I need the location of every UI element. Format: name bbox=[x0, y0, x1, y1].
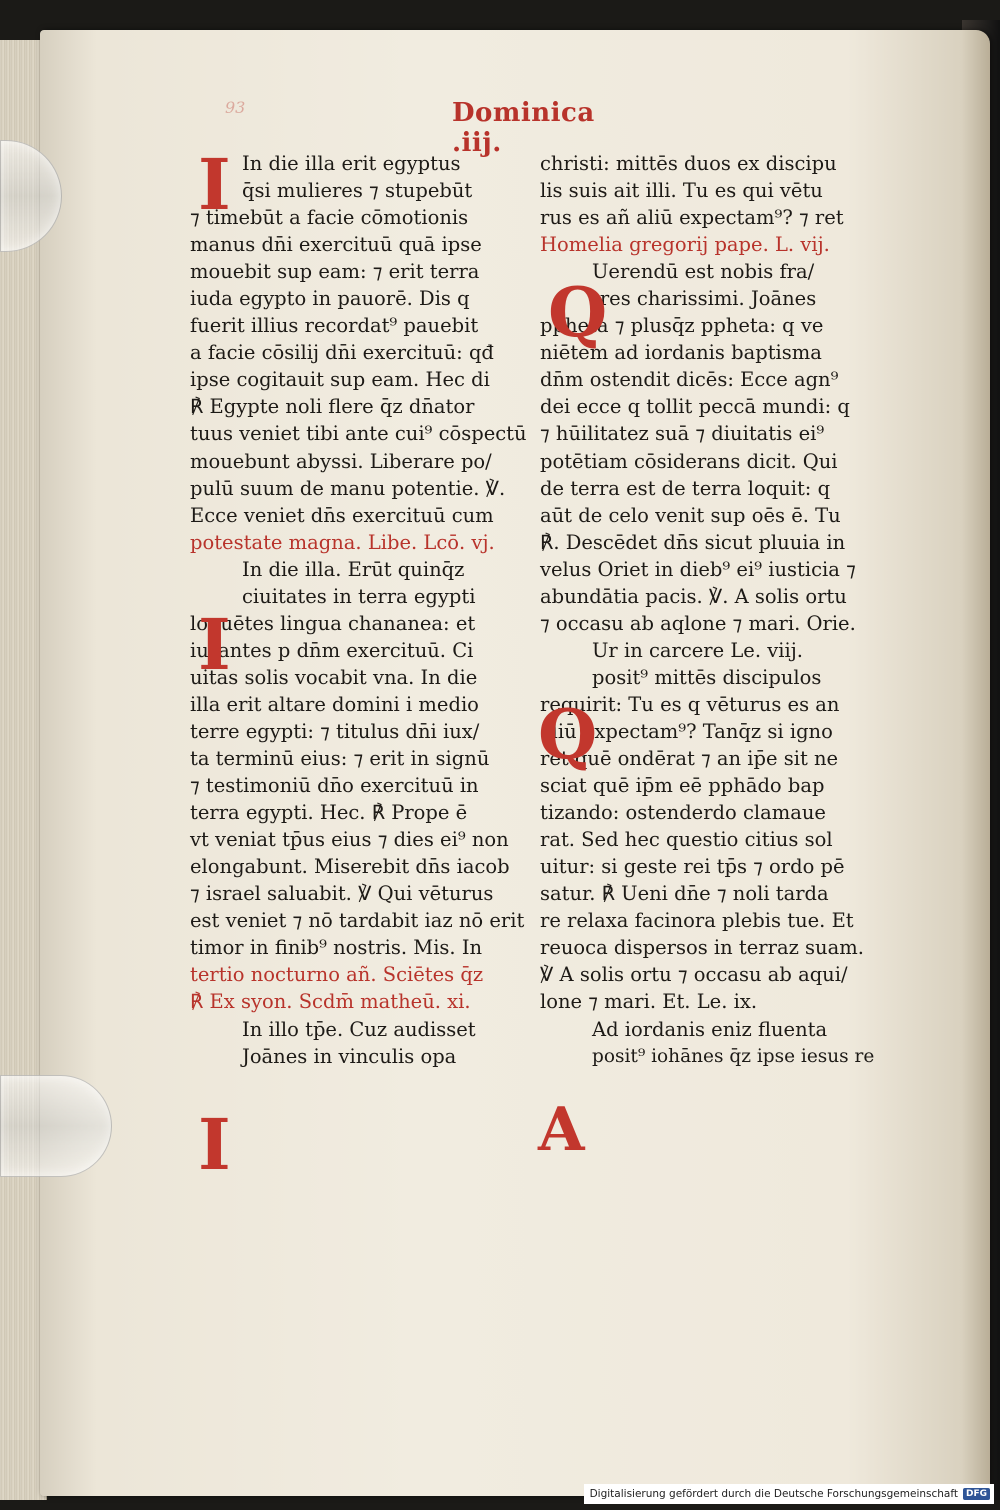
text-line: Ecce veniet dn̄s exercituū cum bbox=[190, 503, 494, 527]
footer-credit: Digitalisierung gefördert durch die Deutsche Forschungsgemeinschaft bbox=[589, 1488, 958, 1500]
text-line: In illo tp̄e. Cuz audisset bbox=[242, 1017, 476, 1041]
text-line: potestate magna. Libe. Lcō. vj. bbox=[190, 530, 495, 554]
text-line: elongabunt. Miserebit dn̄s iacob bbox=[190, 855, 510, 879]
text-line: ⁊ testimoniū dn̄o exercituū in bbox=[190, 774, 479, 798]
text-line: illa erit altare domini i medio bbox=[190, 692, 479, 716]
text-line: ppheta ⁊ plusq̄z ppheta: q ve bbox=[540, 314, 824, 338]
marginal-number: 93 bbox=[225, 98, 246, 117]
text-line: ⁊ timebūt a facie cōmotionis bbox=[190, 206, 469, 230]
text-line: iurantes p dn̄m exercituū. Ci bbox=[190, 638, 474, 662]
drop-initial-q-2: Q bbox=[538, 695, 598, 775]
left-column bbox=[190, 143, 536, 1070]
drop-initial-a: A bbox=[538, 1095, 585, 1165]
text-line: ⁊ israel saluabit. ℣ Qui vēturus bbox=[190, 882, 494, 906]
drop-initial-i: I bbox=[198, 143, 231, 226]
drop-initial-q: Q bbox=[548, 273, 608, 353]
text-line: ℣ A solis ortu ⁊ occasu ab aqui/ bbox=[540, 963, 848, 987]
text-line: mouebit sup eam: ⁊ erit terra bbox=[190, 260, 480, 284]
text-line: velus Oriet in dieb⁹ ei⁹ iusticia ⁊ bbox=[540, 557, 856, 581]
text-line: loquētes lingua chananea: et bbox=[190, 611, 476, 635]
text-line: iuda egypto in pauorē. Dis q bbox=[190, 287, 470, 311]
text-line: dei ecce q tollit peccā mundi: q bbox=[540, 395, 850, 419]
dfg-logo: DFG bbox=[963, 1488, 990, 1500]
text-line: ℟ Ex syon. Scdm̄ matheū. xi. bbox=[190, 990, 471, 1014]
drop-initial-i-2: I bbox=[198, 603, 231, 686]
digitization-footer bbox=[584, 1484, 994, 1504]
text-line: tertio nocturno añ. Sciētes q̄z bbox=[190, 963, 484, 987]
page-clip-bottom bbox=[0, 1075, 112, 1177]
text-line: potētiam cōsiderans dicit. Qui bbox=[540, 449, 838, 473]
text-line: ⁊ occasu ab aqlone ⁊ mari. Orie. bbox=[540, 611, 856, 635]
text-line: tuus veniet tibi ante cui⁹ cōspectū bbox=[190, 422, 527, 446]
text-line: ⁊ hūilitatez suā ⁊ diuitatis ei⁹ bbox=[540, 422, 825, 446]
text-line: est veniet ⁊ nō tardabit iaz nō erit bbox=[190, 909, 525, 933]
text-line: ipse cogitauit sup eam. Hec di bbox=[190, 368, 490, 392]
text-line: uitur: si geste rei tp̄s ⁊ ordo pē bbox=[540, 855, 845, 879]
drop-initial-i-3: I bbox=[198, 1103, 231, 1186]
text-line: lis suis ait illi. Tu es qui vētu bbox=[540, 179, 823, 203]
text-line: ℟ Egypte noli flere q̄z dn̄ator bbox=[190, 395, 475, 419]
text-line: tizando: ostenderdo clamaue bbox=[540, 801, 826, 825]
text-line: posit⁹ mittēs discipulos bbox=[592, 665, 822, 689]
text-line: reuoca dispersos in terraz suam. bbox=[540, 936, 864, 960]
text-line: rat. Sed hec questio citius sol bbox=[540, 828, 833, 852]
text-line: christi: mittēs duos ex discipu bbox=[540, 152, 837, 175]
text-line: ret quē ondērat ⁊ an ip̄e sit ne bbox=[540, 747, 839, 771]
text-line: niētem ad iordanis baptisma bbox=[540, 341, 822, 365]
text-line: Ur in carcere Le. viij. bbox=[592, 638, 803, 662]
text-line: aūt de celo venit sup oēs ē. Tu bbox=[540, 503, 841, 527]
text-line: rus es añ aliū expectam⁹? ⁊ ret bbox=[540, 206, 844, 230]
text-line: q̄si mulieres ⁊ stupebūt bbox=[242, 179, 473, 203]
text-line: ta terminū eius: ⁊ erit in signū bbox=[190, 747, 490, 771]
text-line: satur. ℟ Ueni dn̄e ⁊ noli tarda bbox=[540, 882, 829, 906]
text-line: In die illa. Erūt quinq̄z bbox=[242, 557, 465, 581]
text-line: terra egypti. Hec. ℟ Prope ē bbox=[190, 801, 468, 825]
text-line: dn̄m ostendit dicēs: Ecce agn⁹ bbox=[540, 368, 839, 392]
page-headline: Dominica .iij. bbox=[452, 98, 595, 158]
text-line: manus dn̄i exercituū quā ipse bbox=[190, 233, 482, 257]
text-line: Homelia gregorij pape. L. vij. bbox=[540, 233, 830, 257]
text-line: mouebunt abyssi. Liberare po/ bbox=[190, 449, 492, 473]
text-line: uitas solis vocabit vna. In die bbox=[190, 665, 478, 689]
text-line: aliū expectam⁹? Tanq̄z si igno bbox=[540, 719, 833, 743]
text-line: a facie cōsilij dn̄i exercituū: qđ bbox=[190, 341, 494, 365]
text-line: vt veniat tp̄us eius ⁊ dies ei⁹ non bbox=[190, 828, 509, 852]
text-line: de terra est de terra loquit: q bbox=[540, 476, 831, 500]
text-line: requirit: Tu es q vēturus es an bbox=[540, 692, 840, 716]
text-line: timor in finib⁹ nostris. Mis. In bbox=[190, 936, 483, 960]
text-line: terre egypti: ⁊ titulus dn̄i iux/ bbox=[190, 719, 480, 743]
text-line: fuerit illius recordat⁹ pauebit bbox=[190, 314, 479, 338]
text-line: sciat quē ip̄m eē pphādo bap bbox=[540, 774, 825, 798]
text-line: lone ⁊ mari. Et. Le. ix. bbox=[540, 990, 758, 1014]
text-line: posit⁹ iohānes q̄z ipse iesus re bbox=[592, 1045, 875, 1067]
text-line: ciuitates in terra egypti bbox=[242, 584, 476, 608]
text-line: tres charissimi. Joānes bbox=[592, 287, 817, 311]
text-line: abundātia pacis. ℣. A solis ortu bbox=[540, 584, 847, 608]
text-line: ℟. Descēdet dn̄s sicut pluuia in bbox=[540, 530, 846, 554]
text-line: Uerendū est nobis fra/ bbox=[592, 260, 815, 284]
text-line: pulū suum de manu potentie. ℣. bbox=[190, 476, 506, 500]
text-line: Joānes in vinculis opa bbox=[242, 1044, 457, 1068]
text-line: In die illa erit egyptus bbox=[242, 152, 461, 175]
text-line: re relaxa facinora plebis tue. Et bbox=[540, 909, 854, 933]
text-line: Ad iordanis eniz fluenta bbox=[592, 1017, 828, 1041]
